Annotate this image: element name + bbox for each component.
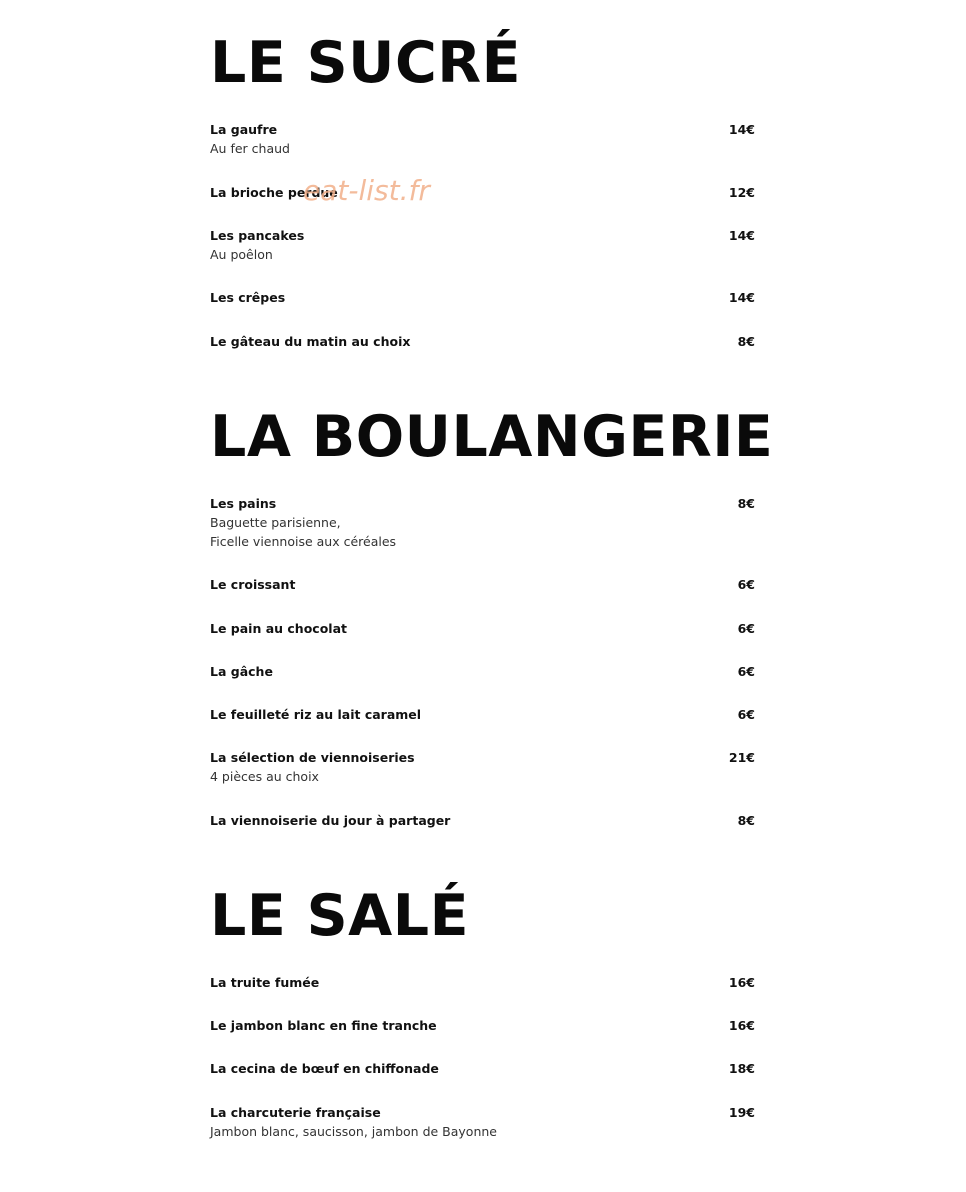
menu-item	[210, 183, 755, 202]
item-price: 18€	[728, 1061, 755, 1076]
item-name: Le gâteau du matin au choix	[210, 334, 411, 349]
item-description: Baguette parisienne,	[210, 515, 341, 530]
menu-item	[210, 226, 755, 264]
item-description: Au fer chaud	[210, 141, 290, 156]
item-name: La brioche perdue	[210, 185, 338, 200]
item-price: 6€	[737, 577, 755, 592]
menu-item	[210, 973, 755, 992]
item-price: 8€	[737, 334, 755, 349]
item-name: La viennoiserie du jour à partager	[210, 813, 451, 828]
item-description: 4 pièces au choix	[210, 769, 319, 784]
item-price: 21€	[728, 750, 755, 765]
item-price: 6€	[737, 664, 755, 679]
item-name: La gaufre	[210, 122, 278, 137]
item-price: 8€	[737, 813, 755, 828]
menu-item	[210, 811, 755, 830]
item-name: Le jambon blanc en fine tranche	[210, 1018, 437, 1033]
menu-item	[210, 332, 755, 351]
item-name: Le croissant	[210, 577, 296, 592]
menu-item	[210, 619, 755, 638]
section-title: LA BOULANGERIE	[210, 404, 774, 470]
item-name: Les crêpes	[210, 290, 286, 305]
menu-item	[210, 748, 755, 786]
item-description: Jambon blanc, saucisson, jambon de Bayonne	[210, 1124, 497, 1139]
section-boulangerie	[210, 404, 774, 844]
item-name: La cecina de bœuf en chiffonade	[210, 1061, 439, 1076]
section-sale	[210, 883, 755, 1153]
item-price: 8€	[737, 496, 755, 511]
menu-item	[210, 288, 755, 307]
menu-item	[210, 494, 755, 551]
item-name: La truite fumée	[210, 975, 320, 990]
section-sucre	[210, 30, 755, 360]
item-price: 6€	[737, 707, 755, 722]
item-name: Le feuilleté riz au lait caramel	[210, 707, 422, 722]
item-name: La charcuterie française	[210, 1105, 381, 1120]
section-title: LE SUCRÉ	[210, 30, 522, 96]
menu-item	[210, 705, 755, 724]
item-name: La sélection de viennoiseries	[210, 750, 415, 765]
watermark-text: eat-list.fr	[303, 174, 430, 207]
item-price: 19€	[728, 1105, 755, 1120]
menu-item	[210, 662, 755, 681]
item-price: 12€	[728, 185, 755, 200]
item-price: 14€	[728, 228, 755, 243]
menu-item	[210, 1016, 755, 1035]
menu-item	[210, 575, 755, 594]
item-price: 14€	[728, 290, 755, 305]
menu-item	[210, 1059, 755, 1078]
item-price: 16€	[728, 975, 755, 990]
menu-item	[210, 1103, 755, 1141]
menu-item	[210, 120, 755, 158]
item-price: 14€	[728, 122, 755, 137]
item-description: Au poêlon	[210, 247, 273, 262]
item-name: Les pancakes	[210, 228, 305, 243]
item-name: Le pain au chocolat	[210, 621, 347, 636]
item-name: La gâche	[210, 664, 273, 679]
section-title: LE SALÉ	[210, 883, 470, 949]
item-price: 6€	[737, 621, 755, 636]
item-price: 16€	[728, 1018, 755, 1033]
item-name: Les pains	[210, 496, 277, 511]
item-description: Ficelle viennoise aux céréales	[210, 534, 397, 549]
